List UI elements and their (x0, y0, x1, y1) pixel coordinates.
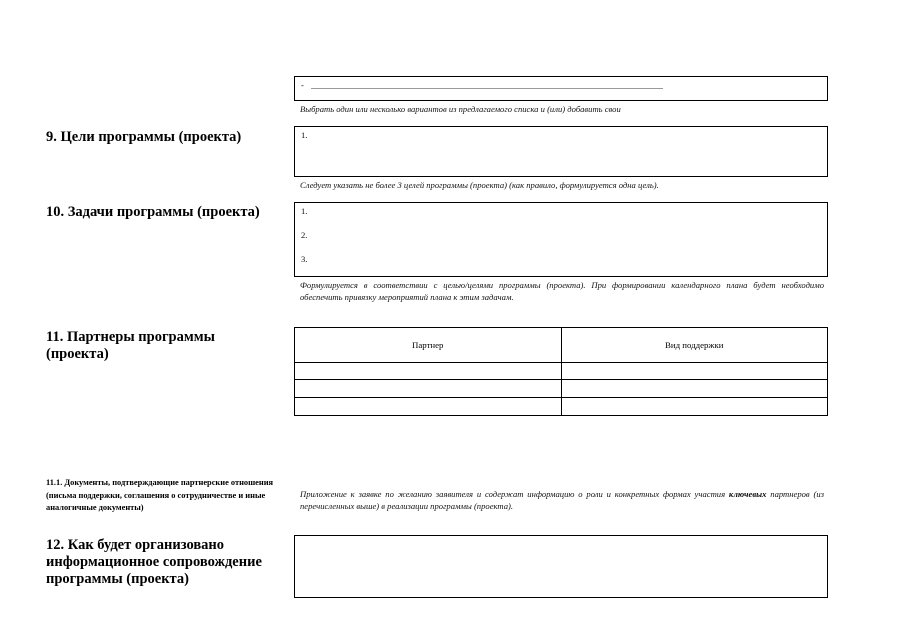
goals-label: 9. Цели программы (проекта) (46, 129, 242, 145)
partners-cell[interactable] (561, 398, 828, 416)
table-row (295, 363, 828, 380)
top-options-underline (311, 88, 663, 89)
partner-docs-hint-text-2: партнеров (из перечисленных выше) в реализации программы (проекта). (300, 489, 825, 511)
top-options-field[interactable] (294, 76, 828, 101)
partners-cell[interactable] (561, 363, 828, 380)
partners-cell[interactable] (295, 398, 562, 416)
goals-item-1-number: 1. (301, 130, 308, 140)
tasks-hint: Формулируется в соответствии с целью/целями программы (проекта). При формировании календарного плана будет необходимо обеспечить привязку мероприятий плана к этим задачам. (300, 280, 824, 302)
top-options-hint: Выбрать один или несколько вариантов из предлагаемого списка и (или) добавить свои (300, 104, 621, 114)
goals-hint: Следует указать не более 3 целей программы (проекта) (как правило, формулируется одна цель). (300, 180, 659, 190)
tasks-field[interactable] (294, 202, 828, 277)
partners-cell[interactable] (295, 363, 562, 380)
top-options-dash: - (301, 80, 304, 90)
tasks-label: 10. Задачи программы (проекта) (46, 204, 260, 220)
tasks-item-2-number: 2. (301, 230, 308, 240)
partners-cell[interactable] (295, 380, 562, 398)
partner-docs-hint (300, 488, 824, 512)
goals-field[interactable] (294, 126, 828, 177)
partners-col-support-type: Вид поддержки (561, 328, 828, 363)
partners-table (294, 327, 828, 415)
table-row (295, 380, 828, 398)
partners-col-partner: Партнер (295, 328, 562, 363)
info-support-field[interactable] (294, 535, 828, 598)
partner-docs-hint-bold: ключевых (728, 489, 767, 499)
partners-cell[interactable] (561, 380, 828, 398)
partner-docs-hint-text-1: Приложение к заявке по желанию заявителя и содержат информацию о роли и конкретных формах участия (300, 489, 729, 499)
partners-label: 11. Партнеры программы (проекта) (46, 329, 215, 362)
table-row (295, 398, 828, 416)
tasks-item-1-number: 1. (301, 206, 308, 216)
info-support-label: 12. Как будет организовано информационное сопровождение программы (проекта) (46, 537, 262, 587)
tasks-item-3-number: 3. (301, 254, 308, 264)
partner-docs-label: 11.1. Документы, подтверждающие партнерские отношения (письма поддержки, соглашения о сотрудничестве и иные аналогичные документы) (46, 478, 274, 512)
